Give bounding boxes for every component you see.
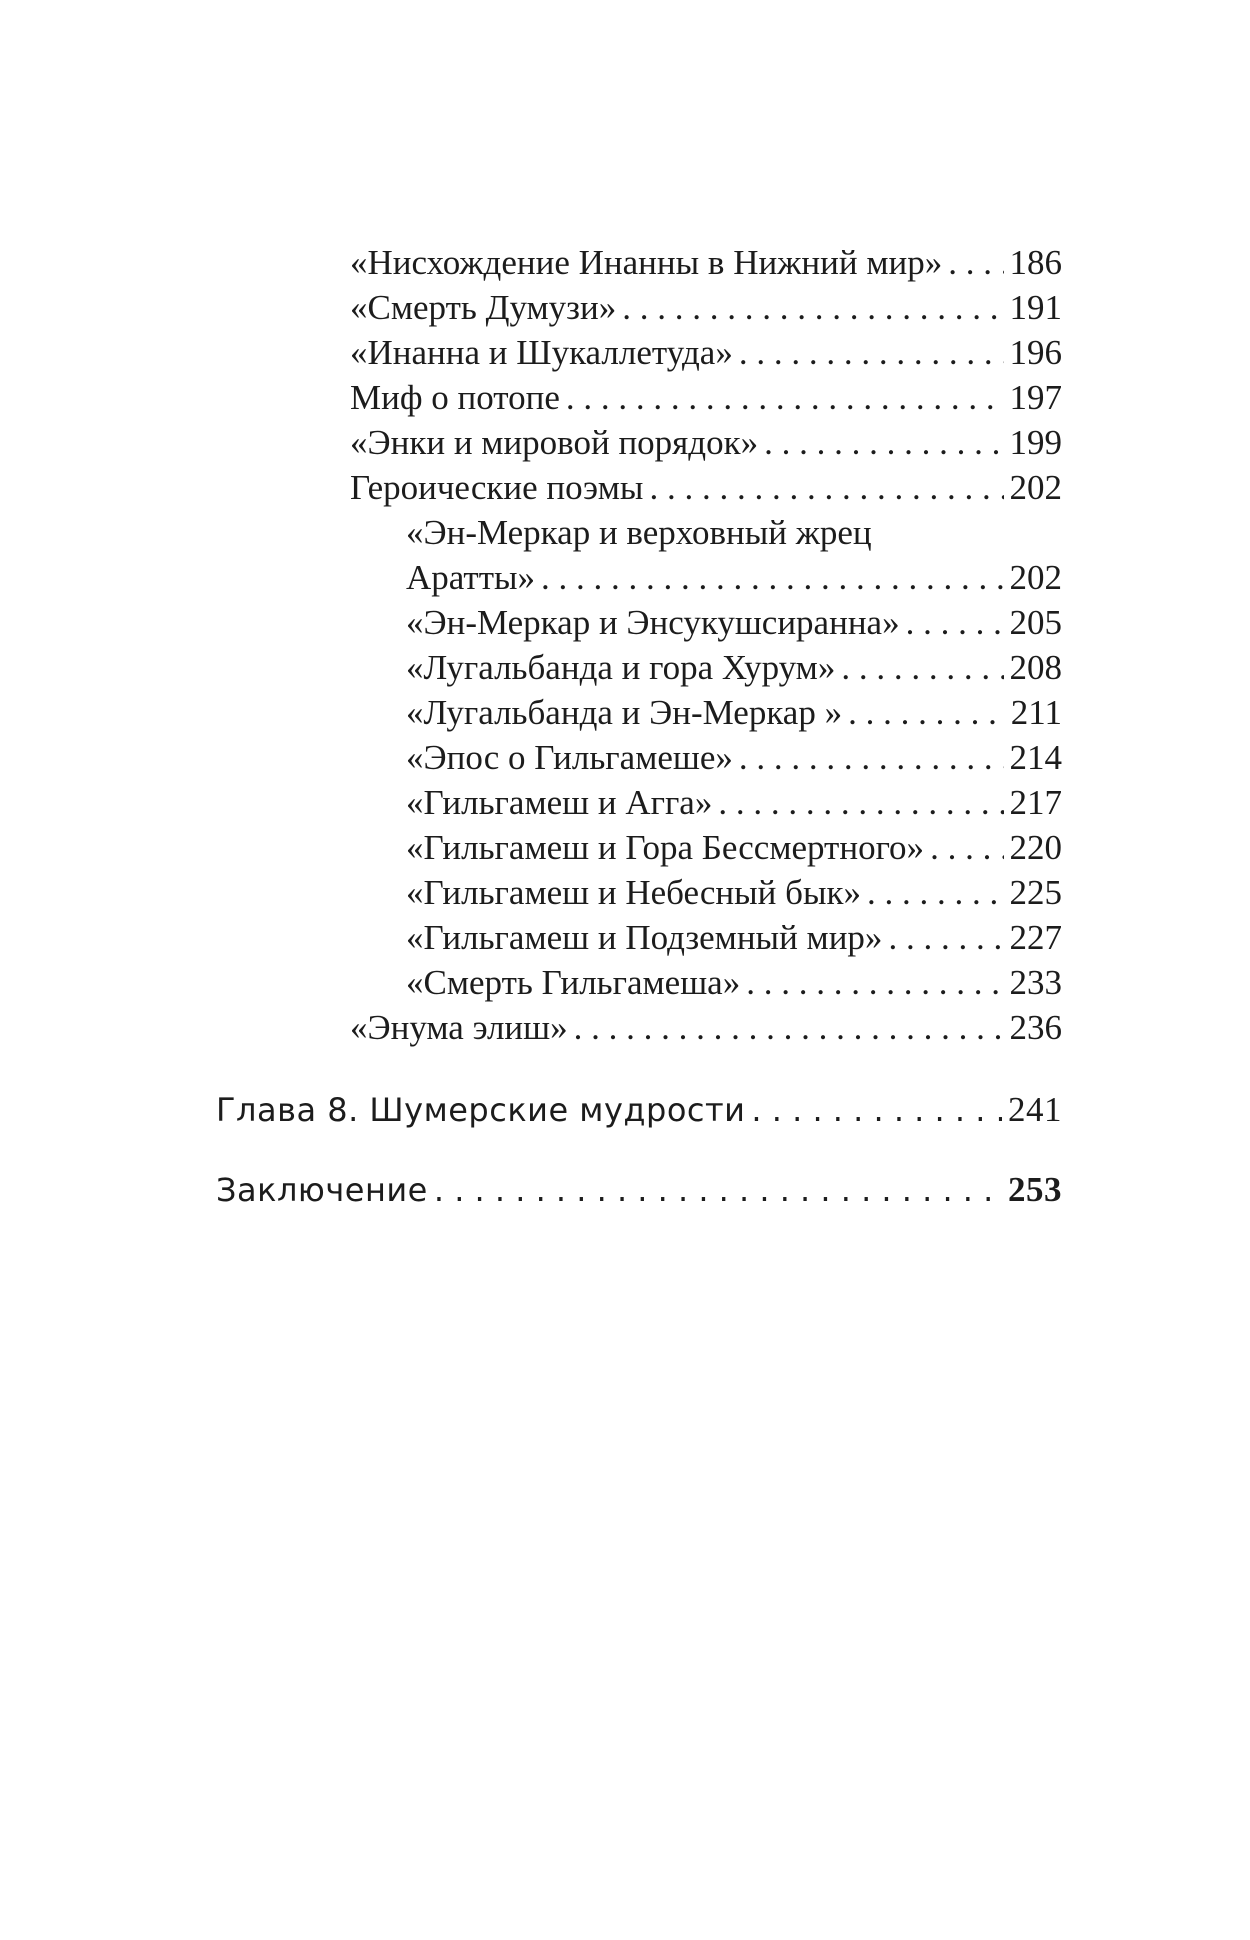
toc-chapter-title: Глава 8. Шумерские мудрости [216,1085,749,1135]
toc-entry-title: «Гильгамеш и Подземный мир» [406,915,886,960]
table-of-contents [0,240,1250,1215]
toc-entry[interactable] [406,690,1062,735]
toc-entry-page: 191 [1009,288,1062,327]
leader-dots [746,960,1003,1005]
toc-entry-page: 214 [1009,738,1062,777]
toc-entry[interactable] [406,735,1062,780]
toc-entry-title: «Лугальбанда и гора Хурум» [406,645,839,690]
toc-entry[interactable] [406,555,1062,600]
toc-entry-title: Миф о потопе [350,375,564,420]
leader-dots [718,780,1003,825]
leader-dots [434,1165,1002,1215]
leader-dots [841,645,1003,690]
toc-entry[interactable] [350,465,1062,510]
toc-entry-page: 233 [1009,963,1062,1002]
leader-dots [541,555,1003,600]
toc-entry-page: 220 [1009,828,1062,867]
leader-dots [566,375,1004,420]
toc-chapter-page: 241 [1008,1090,1062,1129]
leader-dots [739,330,1004,375]
toc-entry[interactable] [406,600,1062,645]
toc-entry-page: 199 [1009,423,1062,462]
leader-dots [649,465,1003,510]
toc-entry-title: Героические поэмы [350,465,647,510]
toc-chapter-page: 253 [1008,1170,1062,1209]
toc-entry-page: 225 [1009,873,1062,912]
leader-dots [867,870,1004,915]
toc-entry-page: 202 [1009,468,1062,507]
toc-chapter-title: Заключение [216,1165,432,1215]
toc-entry-title: «Гильгамеш и Небесный бык» [406,870,865,915]
toc-entry[interactable] [406,915,1062,960]
toc-entry-title: «Эн-Меркар и Энсукушсиранна» [406,600,904,645]
toc-entry-page: 208 [1009,648,1062,687]
toc-entry-title: «Нисхождение Инанны в Нижний мир» [350,240,946,285]
toc-entry-title: «Эпос о Гильгамеше» [406,735,737,780]
toc-chapter[interactable] [216,1085,1062,1135]
toc-entry[interactable] [406,870,1062,915]
toc-entry-page: 227 [1009,918,1062,957]
toc-entry[interactable] [350,420,1062,465]
leader-dots [888,915,1003,960]
toc-chapter[interactable] [216,1165,1062,1215]
toc-entry-title: «Смерть Гильгамеша» [406,960,744,1005]
toc-entry-title: Аратты» [406,555,539,600]
toc-entry[interactable] [406,825,1062,870]
leader-dots [906,600,1004,645]
leader-dots [764,420,1003,465]
toc-entry[interactable] [350,375,1062,420]
toc-entry-wrapped-line1[interactable]: «Эн-Меркар и верховный жрец [406,513,872,552]
toc-entry-title: «Гильгамеш и Агга» [406,780,716,825]
toc-entry-page: 186 [1009,243,1062,282]
toc-entry[interactable] [406,645,1062,690]
toc-entry-title: «Энки и мировой порядок» [350,420,762,465]
toc-entry-title: «Инанна и Шукаллетуда» [350,330,737,375]
toc-entry-page: 196 [1009,333,1062,372]
toc-entry-title: «Гильгамеш и Гора Бессмертного» [406,825,928,870]
toc-entry-page: 217 [1009,783,1062,822]
toc-entry-page: 236 [1009,1008,1062,1047]
toc-entry-page: 197 [1009,378,1062,417]
toc-entry[interactable] [406,960,1062,1005]
toc-entry-title: «Смерть Думузи» [350,285,620,330]
toc-entry[interactable] [350,240,1062,285]
leader-dots [848,690,1005,735]
leader-dots [751,1085,1002,1135]
toc-entry[interactable] [406,780,1062,825]
toc-entry-page: 211 [1010,693,1062,732]
leader-dots [930,825,1003,870]
leader-dots [574,1005,1004,1050]
toc-entry[interactable] [350,330,1062,375]
toc-entry-page: 202 [1009,558,1062,597]
toc-entry[interactable] [350,285,1062,330]
toc-entry-page: 205 [1009,603,1062,642]
toc-entry-title: «Энума элиш» [350,1005,572,1050]
leader-dots [739,735,1004,780]
leader-dots [622,285,1003,330]
toc-entry[interactable] [350,1005,1062,1050]
toc-entry-title: «Лугальбанда и Эн-Меркар » [406,690,846,735]
leader-dots [948,240,1003,285]
